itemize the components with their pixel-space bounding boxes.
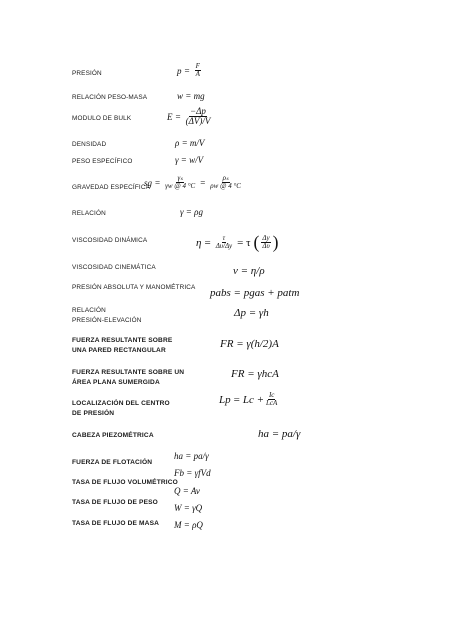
label-presion: PRESIÓN bbox=[72, 70, 102, 77]
label-presion-absoluta: PRESIÓN ABSOLUTA Y MANOMÉTRICA bbox=[72, 284, 196, 291]
formula-modulo-bulk: E = $\frac{-\Delta p}{(\Delta V)/V}$ bbox=[167, 106, 211, 127]
formula-viscosidad-cinematica: ν = η/ρ bbox=[233, 265, 265, 277]
label-relacion: RELACIÓN bbox=[72, 210, 106, 217]
label-fuerza-area-1: FUERZA RESULTANTE SOBRE UN bbox=[72, 369, 185, 376]
formula-viscosidad-dinamica: η = $\frac{\tau}{\Delta\upsilon/\Delta y}$ = τ ( $\frac{\Delta y}{\Delta\upsilon}$ ) bbox=[196, 232, 279, 252]
formula-tasa-volumetrico: Q = Av bbox=[174, 486, 200, 496]
formula-peso-especifico: γ = w/V bbox=[175, 155, 204, 165]
label-fuerza-pared-1: FUERZA RESULTANTE SOBRE bbox=[72, 337, 173, 344]
label-fuerza-flotacion: FUERZA DE FLOTACIÓN bbox=[72, 459, 153, 466]
formula-relacion: γ = ρg bbox=[180, 207, 203, 217]
label-modulo-bulk: MODULO DE BULK bbox=[72, 115, 132, 122]
formula-cabeza-altura: ha = pa/γ bbox=[174, 451, 209, 461]
label-tasa-masa: TASA DE FLUJO DE MASA bbox=[72, 520, 160, 527]
formula-relacion-presion-elev: Δp = γh bbox=[234, 307, 269, 319]
label-tasa-volumetrico: TASA DE FLUJO VOLUMÉTRICO bbox=[72, 479, 178, 486]
label-relacion-peso-masa: RELACIÓN PESO-MASA bbox=[72, 94, 148, 101]
formula-densidad: ρ = m/V bbox=[175, 138, 205, 148]
label-localizacion-2: DE PRESIÓN bbox=[72, 410, 115, 417]
formula-cabeza-piezometrica: ha = pa/γ bbox=[258, 428, 301, 440]
label-densidad: DENSIDAD bbox=[72, 141, 107, 148]
label-viscosidad-dinamica: VISCOSIDAD DINÁMICA bbox=[72, 237, 148, 244]
label-tasa-peso: TASA DE FLUJO DE PESO bbox=[72, 499, 158, 506]
formula-presion-absoluta: pabs = pgas + patm bbox=[210, 287, 300, 299]
label-localizacion-1: LOCALIZACIÓN DEL CENTRO bbox=[72, 400, 170, 407]
label-gravedad-especifica: GRAVEDAD ESPECÍFICA bbox=[72, 184, 151, 191]
formula-presion: p = $\frac{F}{A}$ bbox=[177, 62, 200, 79]
formula-relacion-peso-masa: w = mg bbox=[177, 91, 205, 101]
label-peso-especifico: PESO ESPECÍFICO bbox=[72, 158, 133, 165]
label-fuerza-pared-2: UNA PARED RECTANGULAR bbox=[72, 347, 166, 354]
formula-fuerza-pared: FR = γ(h/2)A bbox=[220, 338, 279, 350]
formula-fuerza-area: FR = γhcA bbox=[231, 368, 279, 380]
formula-localizacion: Lp = Lc + $\frac{Ic}{\text{LcA}}$ bbox=[219, 391, 278, 408]
formula-tasa-masa: M = ρQ bbox=[174, 520, 203, 530]
label-cabeza-piezometrica: CABEZA PIEZOMÉTRICA bbox=[72, 432, 154, 439]
label-viscosidad-cinematica: VISCOSIDAD CINEMÁTICA bbox=[72, 264, 156, 271]
label-fuerza-area-2: ÁREA PLANA SUMERGIDA bbox=[72, 379, 160, 386]
formula-fuerza-flotacion: Fb = γfVd bbox=[174, 468, 211, 478]
label-relacion-presion-elev-1: RELACIÓN bbox=[72, 307, 106, 314]
formula-tasa-peso: W = γQ bbox=[174, 503, 203, 513]
label-relacion-presion-elev-2: PRESIÓN-ELEVACIÓN bbox=[72, 317, 142, 324]
formula-gravedad-especifica: sg = $\frac{\text{γₛ}}{\gamma w @ 4 ^\circ C}$ = $\frac{\text{ρₛ}}{\rho w @ 4 ^\circ C}$ bbox=[144, 174, 241, 191]
